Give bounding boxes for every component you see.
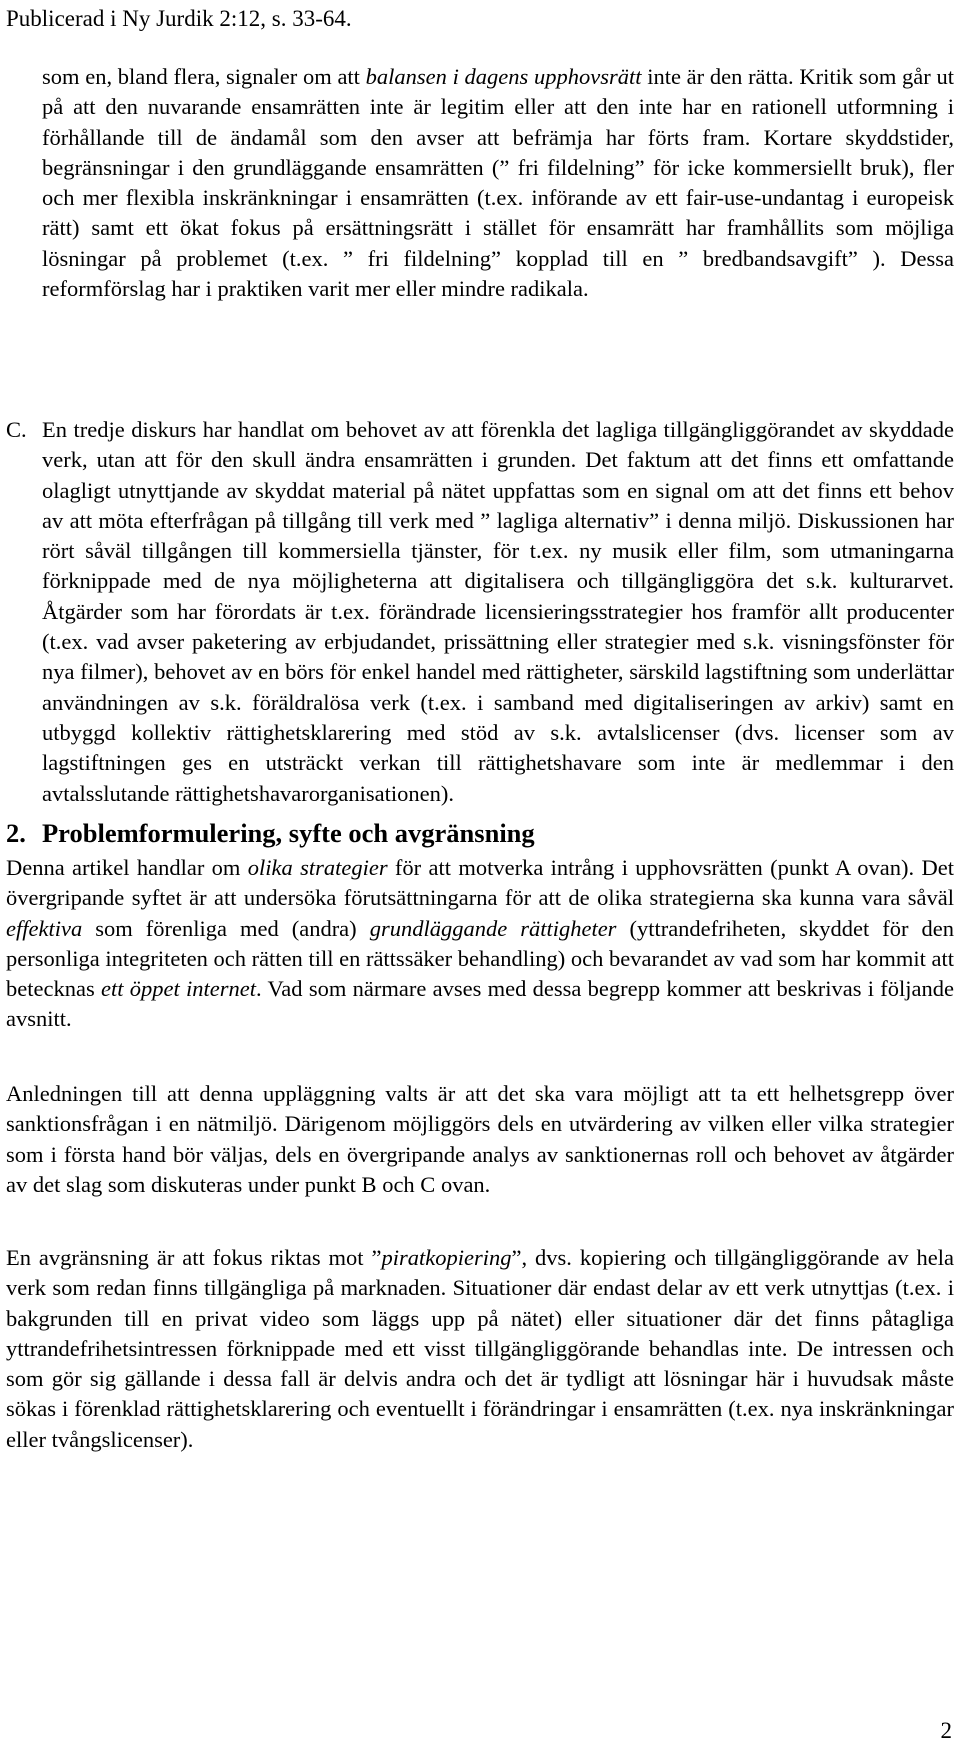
purpose-effective-em: effektiva [6, 915, 83, 941]
purpose-c: för att motverka intrång i upphovsrätten (punkt A ovan). Det övergripande syftet är att undersöka förutsättningarna för att de olika strategierna ska kunna vara såväl [6, 855, 954, 911]
section-title: Problemformulering, syfte och avgränsning [42, 818, 535, 848]
section-number: 2. [6, 818, 26, 848]
delimitation-paragraph [6, 1243, 954, 1455]
running-header: Publicerad i Ny Jurdik 2:12, s. 33-64. [6, 6, 352, 31]
purpose-open-internet-em: ett öppet internet [101, 976, 257, 1002]
purpose-i: . Vad som närmare avses med dessa begrepp kommer att beskrivas i följande avsnitt. [6, 976, 954, 1032]
section-c-label: C. [6, 417, 27, 442]
delimitation-c: ”, dvs. kopiering och tillgängliggörande av hela verk som redan finns tillgängliga på marknaden. Situationer där endast delar av ett verk utnyttjas (t.ex. i bakgrunden till en privat video som läggs upp på nätet) eller situationer där det finns påtagliga yttrandefrihetsintressen förknippade med ett visst tillgängliggörande behandlas inte. De intressen och som gör sig gällande i dessa fall är delvis andra och det är tydligt att lösningar här i huvudsak måste sökas i förenklad rättighetsklarering och eventuellt i förändringar i ensamrätten (t.ex. nya inskränkningar eller tvångslicenser). [6, 1245, 954, 1452]
section-heading [6, 816, 535, 850]
intro-rest: inte är den rätta. Kritik som går ut på att den nuvarande ensamrätten inte är legitim eller att den inte har en rationell utformning i förhållande till de ändamål som den avser att befrämja har förts fram. Kortare skyddstider, begränsningar i den grundläggande ensamrätten (” fri fildelning” för icke kommersiellt bruk), fler och mer flexibla inskränkningar i ensamrätten (t.ex. införande av ett fair-use-undantag i europeisk rätt) samt ett ökat fokus på ersättningsrätt i stället för ensamrätt har framhållits som möjliga lösningar på problemet (t.ex. ” fri fildelning” kopplad till en ” bredbandsavgift” ). Dessa reformförslag har i praktiken varit mer eller mindre radikala. [42, 64, 954, 302]
intro-emphasis: balansen i dagens upphovsrätt [365, 64, 642, 89]
section-c-text: En tredje diskurs har handlat om behovet av att förenkla det lagliga tillgängliggörandet av skyddade verk, utan att för den skull ändra ensamrätten i grunden. Det faktum att det finns ett omfattande olagligt utnyttjande av skyddat material på nätet uppfattas som en signal om att det finns ett behov av att möta efterfrågan på tillgång till verk med ” lagliga alternativ” i denna miljö. Diskussionen har rört såväl tillgången till kommersiella tjänster, för t.ex. ny musik eller film, som utmaningarna förknippade med de nya möjligheterna att digitalisera och tillgängliggöra det s.k. kulturarvet. Åtgärder som har förordats är t.ex. förändrade licensieringsstrategier hos framför allt producenter (t.ex. vad avser paketering av erbjudandet, prissättning eller strategier med s.k. visningsfönster för nya filmer), behovet av en börs för enkel handel med rättigheter, särskild lagstiftning som underlättar användningen av s.k. föräldralösa verk (t.ex. i samband med digitaliseringen av arkiv) samt en utbyggd kollektiv rättighetsklarering med stöd av s.k. avtalslicenser (dvs. licenser som av lagstiftningen ges en utsträckt verkan till rättighetshavare som inte är medlemmar i den avtalsslutande rättighetshavarorganisationen). [42, 417, 954, 806]
purpose-rights-em: grundläggande rättigheter [369, 915, 617, 941]
intro-lead: som en, bland flera, signaler om att [42, 64, 366, 89]
delimitation-a: En avgränsning är att fokus riktas mot ” [6, 1245, 382, 1270]
purpose-paragraph [6, 853, 954, 1035]
delimitation-piracy-em: piratkopiering [381, 1245, 512, 1270]
rationale-paragraph: Anledningen till att denna uppläggning valts är att det ska vara möjligt att ta ett helhetsgrepp över sanktionsfrågan i en nätmiljö. Därigenom möjliggörs dels en utvärdering av vilken eller vilka strategier som i första hand bör väljas, dels en övergripande analys av sanktionernas roll och behovet av åtgärder av det slag som diskuteras under punkt B och C ovan. [6, 1081, 954, 1197]
purpose-e: som förenliga med (andra) [82, 915, 370, 941]
purpose-a: Denna artikel handlar om [6, 855, 248, 880]
purpose-strategies-em: olika strategier [247, 855, 388, 880]
purpose-g: (yttrandefriheten, skyddet för den personliga integriteten och rätten till en rättssäker behandling) och bevarandet av vad som har kommit att betecknas [6, 915, 955, 1002]
page-number: 2 [940, 1718, 952, 1743]
intro-paragraph [42, 62, 954, 304]
